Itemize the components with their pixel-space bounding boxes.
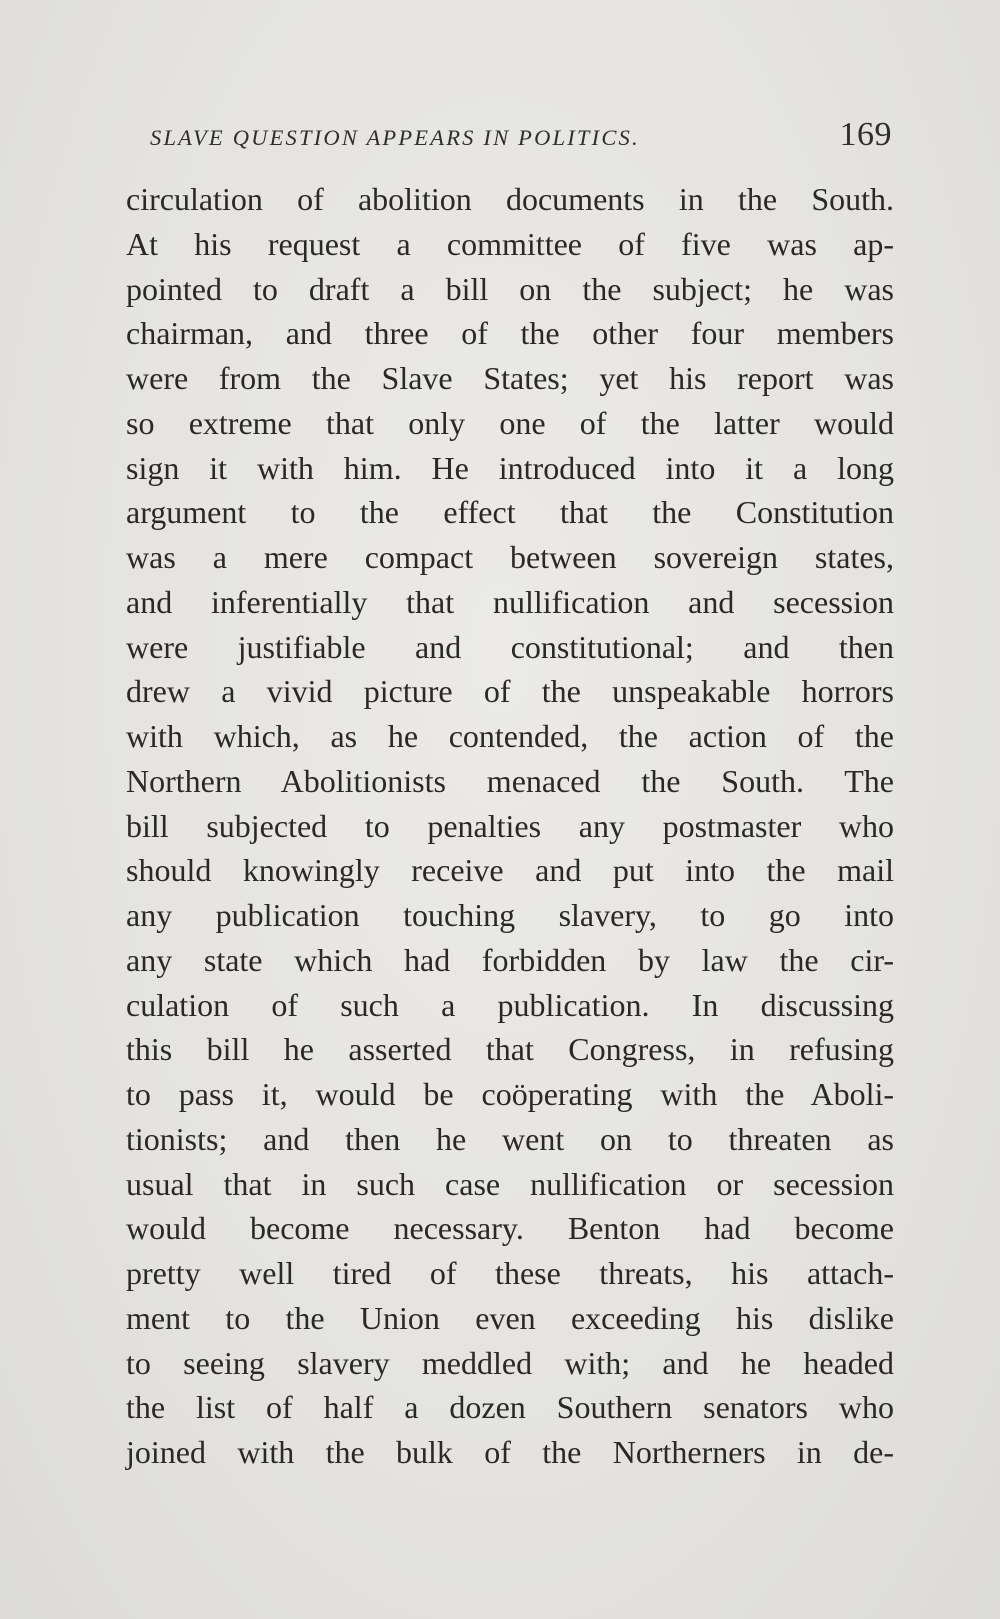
text-line: pretty well tired of these threats, his attach- bbox=[126, 1255, 894, 1291]
text-line: joined with the bulk of the Northerners in de- bbox=[126, 1434, 894, 1470]
text-line: At his request a committee of five was ap- bbox=[126, 225, 894, 262]
text-line: any state which had forbidden by law the cir- bbox=[126, 941, 894, 978]
text-line: and inferentially that nullification and secession bbox=[126, 583, 894, 620]
text-line: with which, as he contended, the action of the bbox=[126, 718, 894, 754]
text-line: any publication touching slavery, to go into bbox=[126, 897, 894, 933]
text-line: should knowingly receive and put into the mail bbox=[126, 852, 894, 889]
text-line: sign it with him. He introduced into it a long bbox=[126, 449, 894, 486]
text-line: was a mere compact between sovereign states, bbox=[126, 539, 894, 575]
text-line: Northern Abolitionists menaced the South. The bbox=[126, 762, 894, 799]
text-line: so extreme that only one of the latter would bbox=[126, 404, 894, 441]
text-line: would become necessary. Benton had become bbox=[126, 1210, 894, 1247]
page-number: 169 bbox=[839, 116, 892, 153]
text-line: drew a vivid picture of the unspeakable horrors bbox=[126, 673, 894, 710]
text-line: to seeing slavery meddled with; and he headed bbox=[126, 1344, 894, 1381]
text-line: chairman, and three of the other four members bbox=[126, 315, 894, 352]
text-line: culation of such a publication. In discussing bbox=[126, 986, 894, 1023]
text-line: to pass it, would be coöperating with the Aboli- bbox=[126, 1076, 894, 1112]
text-line: the list of half a dozen Southern senators who bbox=[126, 1389, 894, 1426]
running-head bbox=[150, 116, 892, 160]
text-line: circulation of abolition documents in the South. bbox=[126, 181, 894, 217]
text-line: usual that in such case nullification or secession bbox=[126, 1165, 894, 1202]
body-text bbox=[126, 177, 894, 1475]
running-title: SLAVE QUESTION APPEARS IN POLITICS. bbox=[150, 125, 640, 150]
text-line: tionists; and then he went on to threaten as bbox=[126, 1120, 894, 1157]
text-line: this bill he asserted that Congress, in refusing bbox=[126, 1031, 894, 1068]
text-line: ment to the Union even exceeding his dislike bbox=[126, 1299, 894, 1336]
text-line: pointed to draft a bill on the subject; he was bbox=[126, 270, 894, 307]
text-line: argument to the effect that the Constitution bbox=[126, 494, 894, 531]
text-line: bill subjected to penalties any postmaster who bbox=[126, 807, 894, 844]
text-line: were from the Slave States; yet his report was bbox=[126, 360, 894, 396]
text-line: were justifiable and constitutional; and then bbox=[126, 628, 894, 665]
